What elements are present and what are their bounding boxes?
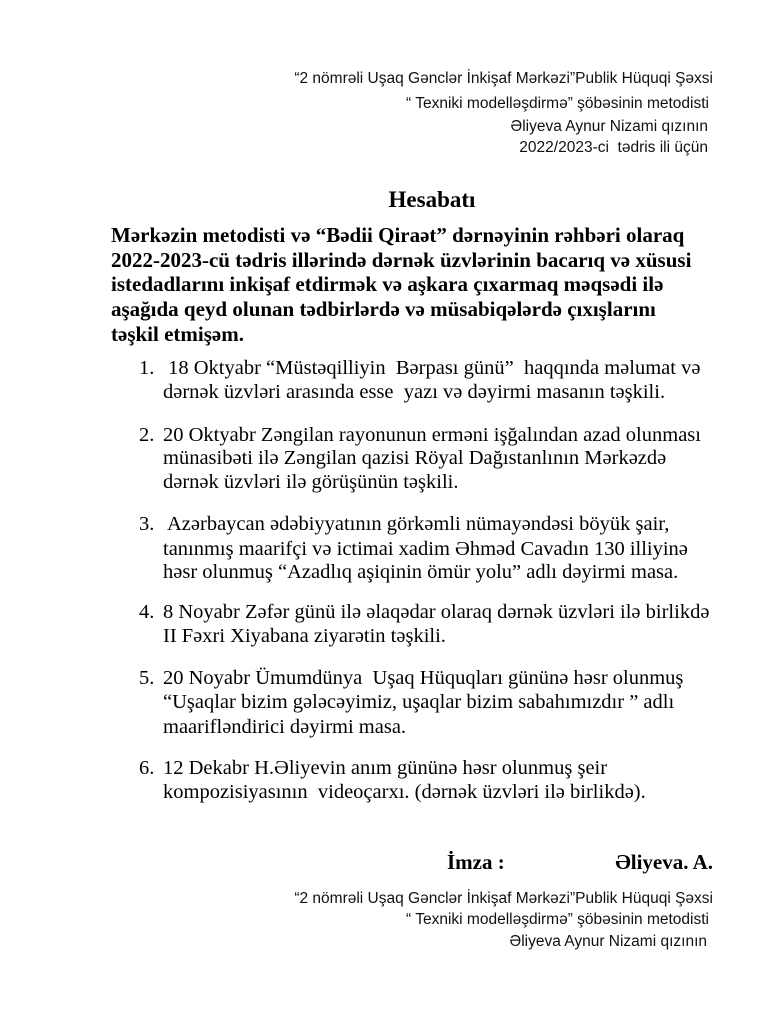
list-item-line: 8 Noyabr Zəfər günü ilə əlaqədar olaraq dərnək üzvləri ilə birlikdə bbox=[163, 601, 710, 623]
footer-line-department: “ Texniki modelləşdirmə” şöbəsinin metodisti bbox=[406, 911, 709, 928]
list-item-line: dərnək üzvləri arasında esse yazı və dəyirmi masanın təşkili. bbox=[163, 381, 666, 403]
footer-line-author: Əliyeva Aynur Nizami qızının bbox=[509, 933, 707, 950]
list-item-line: 20 Noyabr Ümumdünya Uşaq Hüquqları gününə həsr olunmuş bbox=[163, 667, 684, 689]
list-item-number: 5. bbox=[139, 667, 155, 689]
list-item-number: 4. bbox=[139, 601, 155, 623]
list-item-line: münasibəti ilə Zəngilan qazisi Röyal Dağıstanlının Mərkəzdə bbox=[163, 447, 667, 469]
list-item-line: tanınmış maarifçi və ictimai xadim Əhməd Cavadın 130 illiyinə bbox=[163, 538, 688, 560]
signature-label: İmza : bbox=[447, 850, 505, 874]
intro-line: Mərkəzin metodisti və “Bədii Qiraət” dərnəyinin rəhbəri olaraq bbox=[111, 223, 685, 247]
intro-line: 2022-2023-cü tədris illərində dərnək üzvlərinin bacarıq və xüsusi bbox=[111, 248, 692, 272]
list-item-line: Azərbaycan ədəbiyyatının görkəmli nümayəndəsi böyük şair, bbox=[163, 513, 670, 535]
header-line-author: Əliyeva Aynur Nizami qızının bbox=[510, 118, 708, 135]
list-item-number: 2. bbox=[139, 424, 155, 446]
footer-line-organization: “2 nömrəli Uşaq Gənclər İnkişaf Mərkəzi”Publik Hüquqi Şəxsi bbox=[294, 890, 713, 907]
list-item-number: 6. bbox=[139, 757, 155, 779]
list-item-line: II Fəxri Xiyabana ziyarətin təşkili. bbox=[163, 625, 446, 647]
list-item-line: “Uşaqlar bizim gələcəyimiz, uşaqlar bizim sabahımızdır ” adlı bbox=[163, 691, 675, 713]
list-item-line: kompozisiyasının videoçarxı. (dərnək üzvləri ilə birlikdə). bbox=[163, 781, 646, 803]
intro-line: aşağıda qeyd olunan tədbirlərdə və müsabiqələrdə çıxışlarını bbox=[111, 297, 656, 321]
header-line-organization: “2 nömrəli Uşaq Gənclər İnkişaf Mərkəzi”Publik Hüquqi Şəxsi bbox=[294, 70, 713, 87]
header-line-department: “ Texniki modelləşdirmə” şöbəsinin metodisti bbox=[406, 95, 709, 112]
signature-name: Əliyeva. A. bbox=[615, 850, 713, 874]
list-item-number: 3. bbox=[139, 513, 155, 535]
list-item-line: 12 Dekabr H.Əliyevin anım gününə həsr olunmuş şeir bbox=[163, 757, 608, 779]
page-title: Hesabatı bbox=[388, 187, 476, 212]
intro-line: istedadlarını inkişaf etdirmək və aşkara çıxarmaq məqsədi ilə bbox=[111, 272, 664, 296]
header-line-academic-year: 2022/2023-ci tədris ili üçün bbox=[519, 139, 708, 156]
list-item-line: 18 Oktyabr “Müstəqilliyin Bərpası günü” haqqında məlumat və bbox=[163, 357, 701, 379]
list-item-line: həsr olunmuş “Azadlıq aşiqinin ömür yolu” adlı dəyirmi masa. bbox=[163, 561, 679, 583]
list-item-number: 1. bbox=[139, 357, 155, 379]
list-item-line: maarifləndirici dəyirmi masa. bbox=[163, 716, 407, 738]
intro-line: təşkil etmişəm. bbox=[111, 322, 244, 346]
list-item-line: dərnək üzvləri ilə görüşünün təşkili. bbox=[163, 471, 459, 493]
list-item-line: 20 Oktyabr Zəngilan rayonunun erməni işğalından azad olunması bbox=[163, 424, 701, 446]
